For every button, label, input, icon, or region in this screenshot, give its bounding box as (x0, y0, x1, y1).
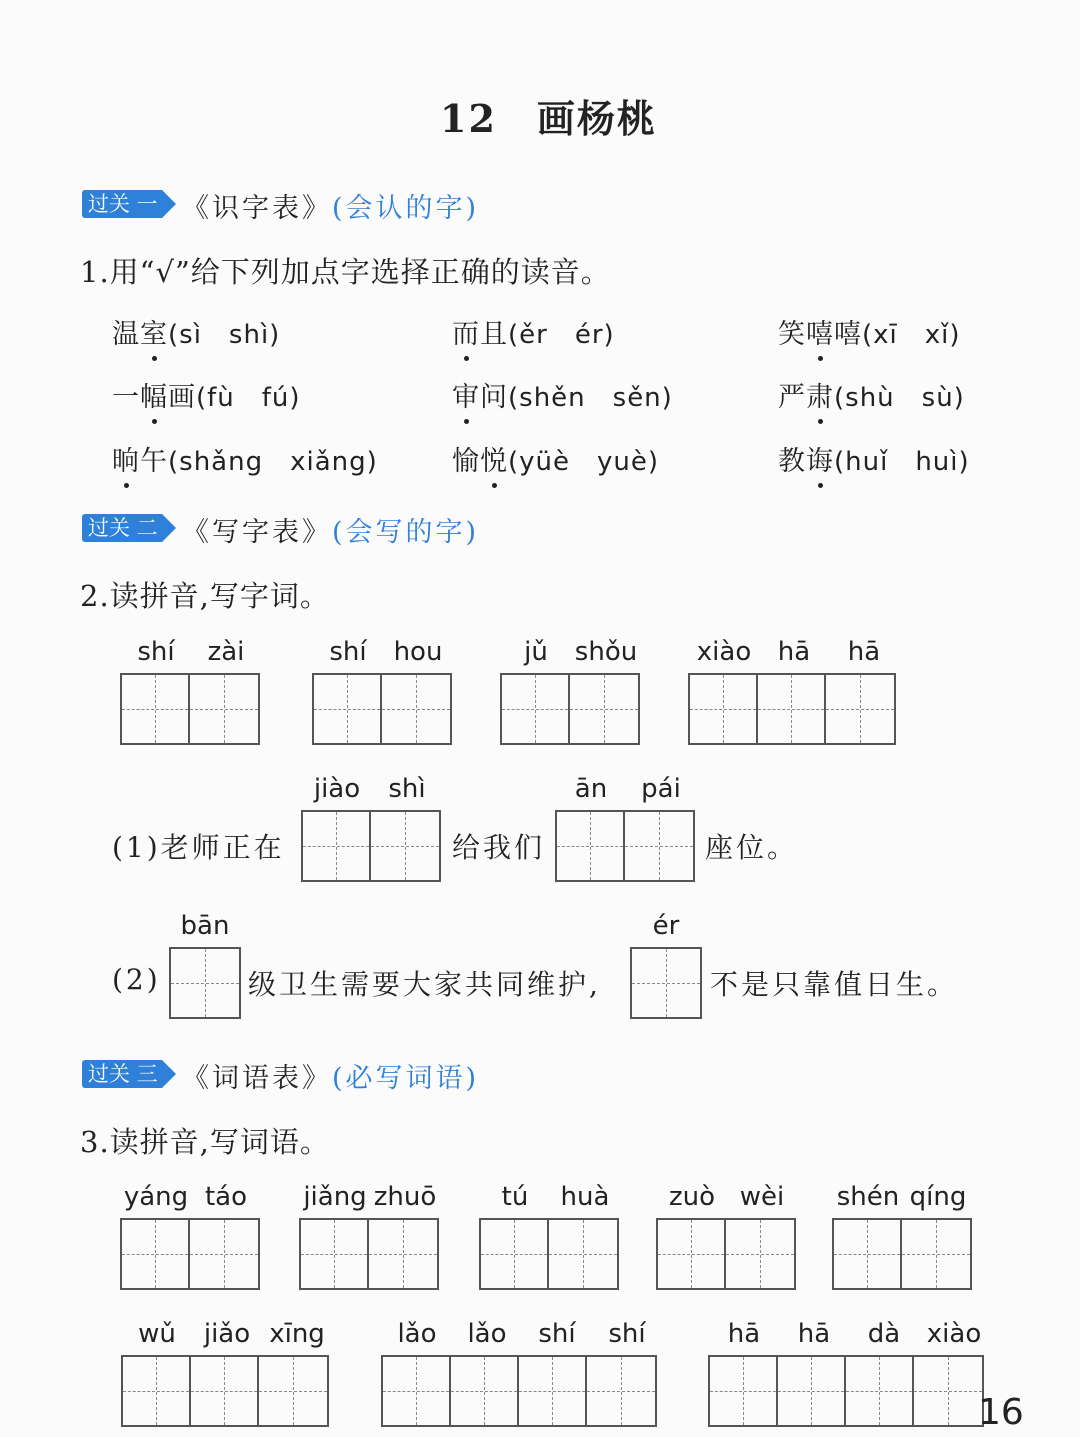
pinyin-options[interactable]: (ěr ér) (508, 320, 615, 350)
section-note-2: (会写的字) (332, 517, 480, 548)
section-heading-2 (182, 510, 479, 549)
writing-cell[interactable] (383, 1357, 451, 1425)
item-char-pre: 教 (778, 446, 806, 477)
reading-item (778, 439, 970, 478)
pinyin-label: shí (608, 1319, 646, 1349)
writing-grid[interactable] (832, 1218, 972, 1290)
pinyin-label: táo (204, 1182, 248, 1212)
pinyin-options[interactable]: (fù fú) (196, 383, 301, 413)
dotted-char: 幅 (140, 375, 168, 414)
question-1-prompt: 1.用“√”给下列加点字选择正确的读音。 (80, 255, 611, 289)
pinyin-label: zài (207, 637, 245, 667)
section-label-3: 《词语表》 (182, 1063, 332, 1094)
writing-grid[interactable] (120, 673, 260, 745)
reading-item (112, 375, 301, 414)
dotted-char: 室 (140, 312, 168, 351)
writing-cell[interactable] (259, 1357, 327, 1425)
sentence-2-start: (2) (112, 963, 161, 996)
pinyin-label: shì (388, 774, 426, 804)
pinyin-label: huà (560, 1182, 610, 1212)
section-badge-3: 过关 三 (82, 1060, 162, 1088)
writing-cell[interactable] (658, 1220, 726, 1288)
page-title: 12 画杨桃 (440, 96, 657, 141)
writing-grid[interactable] (479, 1218, 619, 1290)
pinyin-options[interactable]: (huǐ huì) (834, 447, 970, 477)
writing-cell[interactable] (382, 675, 450, 743)
writing-cell[interactable] (191, 1357, 259, 1425)
pinyin-label: hou (393, 637, 443, 667)
dotted-char: 晌 (112, 439, 140, 478)
writing-cell[interactable] (122, 675, 190, 743)
pinyin-label: ér (652, 911, 680, 941)
writing-cell[interactable] (451, 1357, 519, 1425)
pinyin-label: jiǎo (203, 1319, 251, 1349)
writing-cell[interactable] (914, 1357, 982, 1425)
page-number: 16 (978, 1392, 1024, 1433)
writing-grid[interactable] (500, 673, 640, 745)
writing-cell[interactable] (826, 675, 894, 743)
writing-grid[interactable] (169, 947, 241, 1019)
pinyin-label: xiào (696, 637, 752, 667)
writing-cell[interactable] (502, 675, 570, 743)
section-label-1: 《识字表》 (182, 193, 332, 224)
item-char-pre: 温 (112, 319, 140, 350)
pinyin-label: xiào (926, 1319, 982, 1349)
sentence-2-mid: 级卫生需要大家共同维护, (248, 968, 601, 1001)
pinyin-label: shí (137, 637, 175, 667)
writing-cell[interactable] (557, 812, 625, 880)
writing-grid[interactable] (381, 1355, 657, 1427)
pinyin-label: bān (180, 911, 230, 941)
section-note-3: (必写词语) (332, 1063, 480, 1094)
pinyin-label: jiào (313, 774, 361, 804)
reading-item (112, 439, 378, 478)
writing-cell[interactable] (834, 1220, 902, 1288)
pinyin-label: shǒu (574, 637, 638, 667)
writing-grid[interactable] (120, 1218, 260, 1290)
pinyin-label: wǔ (138, 1319, 176, 1349)
writing-cell[interactable] (846, 1357, 914, 1425)
pinyin-label: zhuō (373, 1182, 437, 1212)
dotted-char: 而 (452, 312, 480, 351)
reading-item (112, 312, 280, 351)
pinyin-label: shén (836, 1182, 900, 1212)
pinyin-label: shí (538, 1319, 576, 1349)
pinyin-label: hā (797, 1319, 831, 1349)
writing-cell[interactable] (710, 1357, 778, 1425)
writing-grid[interactable] (688, 673, 896, 745)
pinyin-label: lǎo (467, 1319, 507, 1349)
pinyin-options[interactable]: (shù sù) (834, 383, 965, 413)
dotted-char: 审 (452, 375, 480, 414)
reading-item (778, 375, 965, 414)
dotted-char: 嘻 (806, 312, 834, 351)
pinyin-label: yáng (123, 1182, 189, 1212)
writing-grid[interactable] (555, 810, 695, 882)
pinyin-label: ān (574, 774, 608, 804)
pinyin-label: wèi (739, 1182, 785, 1212)
item-char-post: 午 (140, 446, 168, 477)
writing-grid[interactable] (630, 947, 702, 1019)
writing-cell[interactable] (632, 949, 700, 1017)
pinyin-options[interactable]: (shěn sěn) (508, 383, 673, 413)
writing-cell[interactable] (171, 949, 239, 1017)
section-heading-1 (182, 186, 479, 225)
reading-item (452, 375, 673, 414)
writing-cell[interactable] (587, 1357, 655, 1425)
section-label-2: 《写字表》 (182, 517, 332, 548)
writing-grid[interactable] (656, 1218, 796, 1290)
question-3-prompt: 3.读拼音,写词语。 (80, 1125, 330, 1159)
writing-cell[interactable] (778, 1357, 846, 1425)
dotted-char: 诲 (806, 439, 834, 478)
reading-item (778, 312, 961, 351)
writing-cell[interactable] (190, 1220, 258, 1288)
item-char-post: 嘻 (834, 319, 862, 350)
pinyin-label: dà (867, 1319, 901, 1349)
writing-grid[interactable] (301, 810, 441, 882)
writing-cell[interactable] (519, 1357, 587, 1425)
section-badge-2: 过关 二 (82, 514, 162, 542)
item-char-pre: 严 (778, 382, 806, 413)
reading-item (452, 439, 659, 478)
section-heading-3 (182, 1056, 479, 1095)
pinyin-label: hā (727, 1319, 761, 1349)
pinyin-label: jǔ (524, 637, 548, 667)
pinyin-label: zuò (668, 1182, 716, 1212)
item-char-pre: 一 (112, 382, 140, 413)
writing-cell[interactable] (371, 812, 439, 880)
sentence-1-mid: 给我们 (452, 831, 546, 864)
pinyin-label: qíng (909, 1182, 967, 1212)
pinyin-label: shí (329, 637, 367, 667)
pinyin-label: xīng (269, 1319, 325, 1349)
sentence-1-start: (1)老师正在 (112, 831, 285, 864)
pinyin-label: lǎo (397, 1319, 437, 1349)
writing-cell[interactable] (726, 1220, 794, 1288)
writing-cell[interactable] (122, 1220, 190, 1288)
section-badge-1: 过关 一 (82, 190, 162, 218)
writing-cell[interactable] (758, 675, 826, 743)
item-char-post: 且 (480, 319, 508, 350)
pinyin-options[interactable]: (shǎng xiǎng) (168, 447, 378, 477)
sentence-2-end: 不是只靠值日生。 (710, 968, 959, 1001)
writing-cell[interactable] (481, 1220, 549, 1288)
pinyin-options[interactable]: (xī xǐ) (862, 320, 961, 350)
writing-grid[interactable] (299, 1218, 439, 1290)
writing-cell[interactable] (625, 812, 693, 880)
writing-grid[interactable] (708, 1355, 984, 1427)
pinyin-label: hā (847, 637, 881, 667)
item-char-pre: 愉 (452, 446, 480, 477)
writing-grid[interactable] (121, 1355, 329, 1427)
sentence-1-end: 座位。 (705, 831, 799, 864)
question-2-prompt: 2.读拼音,写字词。 (80, 579, 330, 613)
writing-cell[interactable] (902, 1220, 970, 1288)
pinyin-label: jiǎng (303, 1182, 367, 1212)
writing-cell[interactable] (303, 812, 371, 880)
writing-cell[interactable] (314, 675, 382, 743)
writing-cell[interactable] (190, 675, 258, 743)
item-char-post: 问 (480, 382, 508, 413)
reading-item (452, 312, 615, 351)
pinyin-label: hā (777, 637, 811, 667)
pinyin-label: pái (641, 774, 681, 804)
dotted-char: 悦 (480, 439, 508, 478)
pinyin-options[interactable]: (yüè yuè) (508, 447, 660, 477)
pinyin-label: tú (501, 1182, 529, 1212)
section-note-1: (会认的字) (332, 193, 480, 224)
writing-grid[interactable] (312, 673, 452, 745)
item-char-post: 画 (168, 382, 196, 413)
writing-cell[interactable] (301, 1220, 369, 1288)
item-char-pre: 笑 (778, 319, 806, 350)
pinyin-options[interactable]: (sì shì) (168, 320, 281, 350)
writing-cell[interactable] (549, 1220, 617, 1288)
writing-cell[interactable] (369, 1220, 437, 1288)
writing-cell[interactable] (123, 1357, 191, 1425)
writing-cell[interactable] (570, 675, 638, 743)
writing-cell[interactable] (690, 675, 758, 743)
dotted-char: 肃 (806, 375, 834, 414)
